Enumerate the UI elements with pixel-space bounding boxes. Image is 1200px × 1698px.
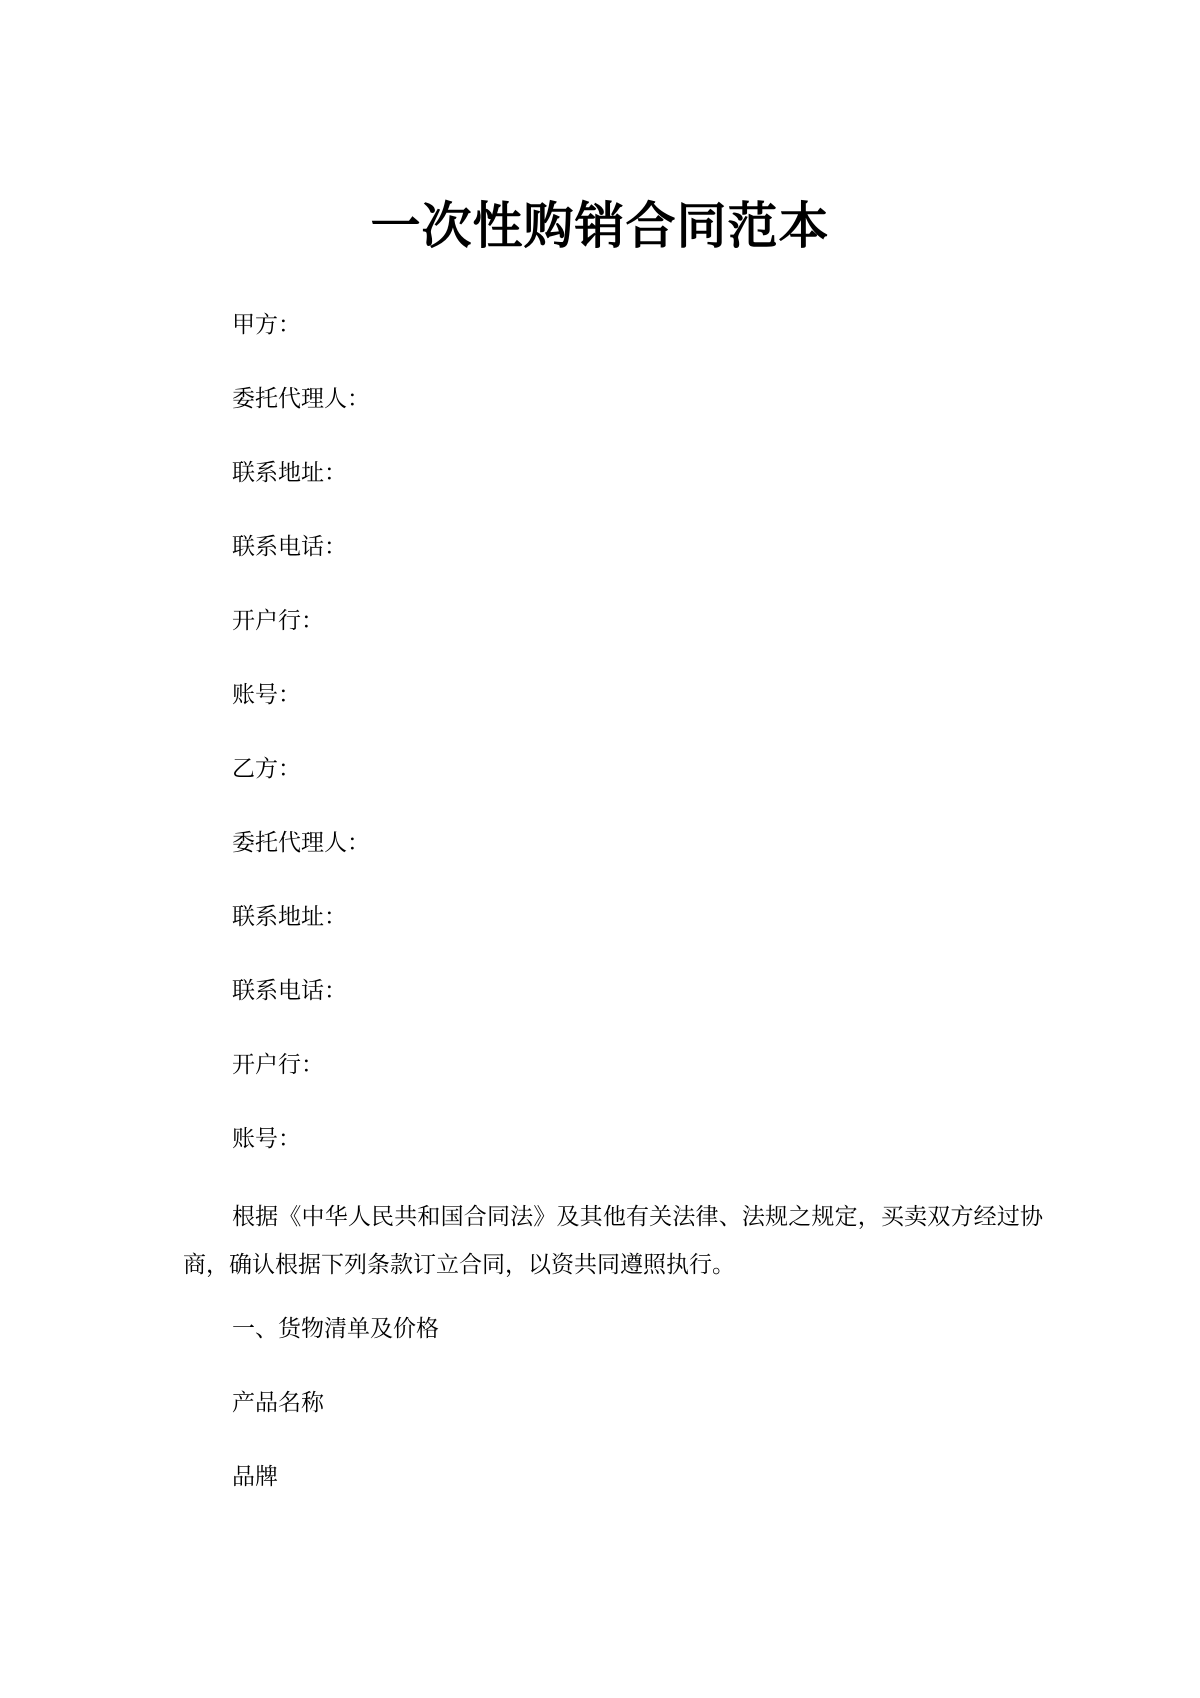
party-b-agent: 委托代理人：	[232, 830, 370, 856]
party-a-address: 联系地址：	[232, 460, 347, 486]
party-a-label: 甲方：	[232, 312, 301, 338]
section-heading-goods: 一、货物清单及价格	[232, 1316, 439, 1342]
party-a-phone: 联系电话：	[232, 534, 347, 560]
document-title: 一次性购销合同范本	[370, 197, 830, 255]
party-a-agent: 委托代理人：	[232, 386, 370, 412]
party-b-account: 账号：	[232, 1126, 301, 1152]
item-brand: 品牌	[232, 1464, 278, 1490]
item-product-name: 产品名称	[232, 1390, 324, 1416]
party-b-address: 联系地址：	[232, 904, 347, 930]
party-b-bank: 开户行：	[232, 1052, 324, 1078]
intro-paragraph: 根据《中华人民共和国合同法》及其他有关法律、法规之规定，买卖双方经过协商，确认根据下列条款订立合同，以资共同遵照执行。	[183, 1204, 1043, 1278]
party-b-phone: 联系电话：	[232, 978, 347, 1004]
party-b-label: 乙方：	[232, 756, 301, 782]
party-a-account: 账号：	[232, 682, 301, 708]
party-a-bank: 开户行：	[232, 608, 324, 634]
